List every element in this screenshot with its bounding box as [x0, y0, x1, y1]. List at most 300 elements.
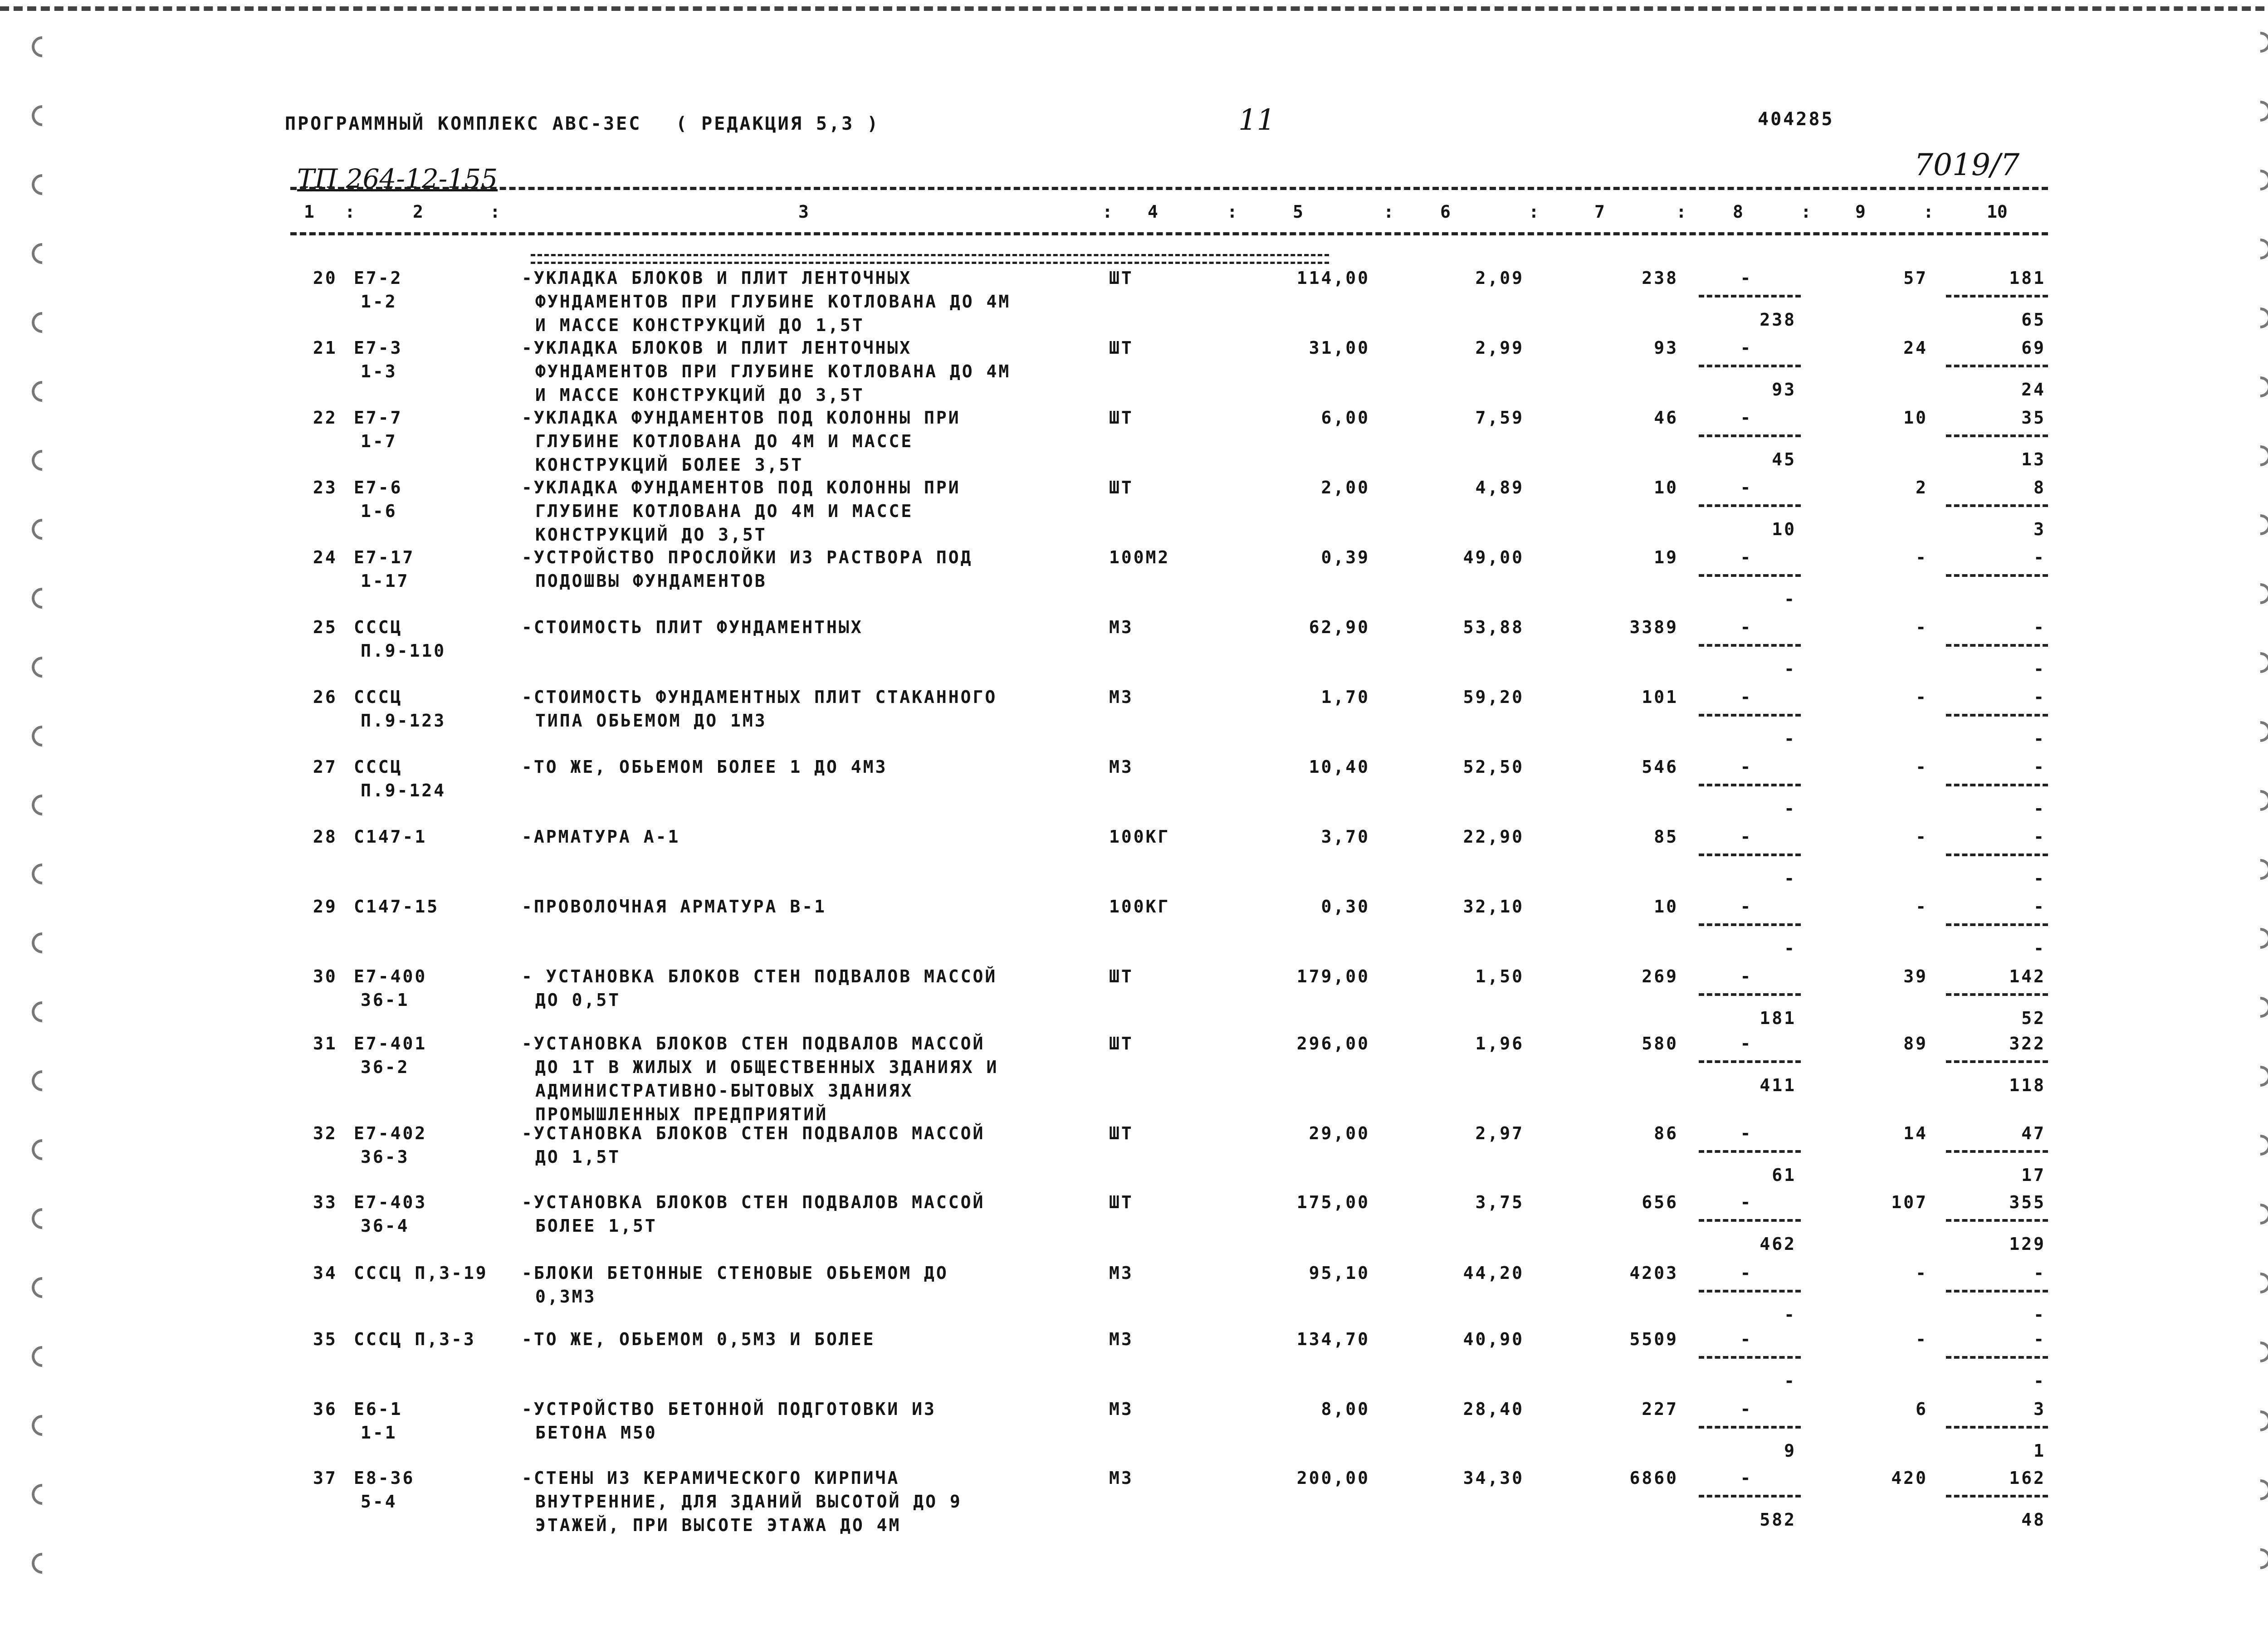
perforation-hole — [27, 1204, 57, 1233]
col8-top: - — [1740, 1192, 1753, 1212]
col8-top: - — [1740, 966, 1753, 986]
cell-divider — [1699, 784, 1801, 786]
row-number: 29 — [313, 897, 337, 917]
cell-divider — [1699, 714, 1801, 717]
col8-bottom: - — [1784, 938, 1796, 958]
perforation-hole — [2245, 303, 2268, 332]
perforation-hole — [2245, 1406, 2268, 1435]
perforation-hole — [27, 101, 57, 130]
work-description: И МАССЕ КОНСТРУКЦИЙ ДО 3,5Т — [535, 385, 865, 405]
work-description: -УСТРОЙСТВО ПРОСЛОЙКИ ИЗ РАСТВОРА ПОД — [522, 547, 973, 567]
sheet-number: 7019/7 — [1914, 147, 2020, 182]
norm-code: 36-3 — [361, 1147, 410, 1167]
row-number: 25 — [313, 617, 337, 637]
col10-bottom: 48 — [2021, 1510, 2046, 1530]
row-number: 37 — [313, 1468, 337, 1488]
col8-bottom: 93 — [1772, 380, 1796, 400]
col9: 107 — [1891, 1192, 1928, 1212]
col10-top: - — [2033, 687, 2046, 707]
program-name: ПРОГРАММНЫЙ КОМПЛЕКС АВС-3ЕС — [285, 113, 642, 134]
unit: М3 — [1109, 757, 1134, 777]
work-description: ДО 0,5Т — [535, 990, 621, 1010]
perforation-hole — [27, 1273, 57, 1302]
unit-price: 49,00 — [1463, 547, 1524, 567]
col10-top: - — [2033, 547, 2046, 567]
norm-code: 36-1 — [361, 990, 410, 1010]
col9: - — [1916, 827, 1928, 847]
col9: 6 — [1916, 1399, 1928, 1419]
norm-code: Е7-401 — [354, 1034, 427, 1054]
cell-divider — [1946, 644, 2048, 647]
col9: 57 — [1903, 268, 1928, 288]
work-description: -УСТАНОВКА БЛОКОВ СТЕН ПОДВАЛОВ МАССОЙ — [522, 1123, 985, 1143]
col9: 39 — [1903, 966, 1928, 986]
col9: 14 — [1903, 1123, 1928, 1143]
cell-divider — [1699, 1219, 1801, 1222]
norm-code: Е7-3 — [354, 338, 403, 358]
perforation-hole — [2245, 1337, 2268, 1366]
quantity: 8,00 — [1321, 1399, 1370, 1419]
cell-divider — [1946, 1290, 2048, 1293]
norm-code: С147-15 — [354, 897, 440, 917]
cell-divider — [1946, 1060, 2048, 1063]
column-number: 3 — [798, 202, 809, 222]
col8-bottom: - — [1784, 1371, 1796, 1391]
col10-top: 181 — [2009, 268, 2046, 288]
unit: ШТ — [1109, 1192, 1134, 1212]
norm-code: 1-2 — [361, 292, 397, 312]
perforation-hole — [27, 170, 57, 199]
column-number: 1 — [304, 202, 314, 222]
col9: - — [1916, 617, 1928, 637]
unit: ШТ — [1109, 966, 1134, 986]
perforation-hole — [2245, 234, 2268, 263]
col8-bottom: - — [1784, 589, 1796, 609]
cell-divider — [1946, 574, 2048, 577]
work-description: БЕТОНА М50 — [535, 1423, 657, 1443]
work-description: -УКЛАДКА ФУНДАМЕНТОВ ПОД КОЛОННЫ ПРИ — [522, 408, 961, 428]
cell-divider — [1946, 784, 2048, 786]
col10-bottom: 17 — [2021, 1165, 2046, 1185]
perforation-hole — [2245, 992, 2268, 1022]
cell-divider — [1946, 1356, 2048, 1359]
work-description: ПРОМЫШЛЕННЫХ ПРЕДПРИЯТИЙ — [535, 1104, 828, 1124]
quantity: 10,40 — [1309, 757, 1370, 777]
col10-top: - — [2033, 827, 2046, 847]
total-cost: 227 — [1642, 1399, 1678, 1419]
column-number: 10 — [1987, 202, 2008, 222]
tractor-feed-edge — [0, 6, 2268, 11]
perforation-hole — [27, 445, 57, 475]
unit: М3 — [1109, 617, 1134, 637]
column-number: 5 — [1293, 202, 1303, 222]
cell-divider — [1946, 1426, 2048, 1429]
col10-bottom: 118 — [2009, 1075, 2046, 1095]
rule-header-bottom — [290, 232, 2048, 235]
quantity: 6,00 — [1321, 408, 1370, 428]
cell-divider — [1699, 854, 1801, 856]
cell-divider — [1946, 365, 2048, 367]
unit-price: 4,89 — [1475, 478, 1524, 498]
col10-top: 35 — [2021, 408, 2046, 428]
col10-bottom: 3 — [2033, 519, 2046, 539]
work-description: -СТОИМОСТЬ ФУНДАМЕНТНЫХ ПЛИТ СТАКАННОГО — [522, 687, 997, 707]
cell-divider — [1946, 1219, 2048, 1222]
cell-divider — [1946, 923, 2048, 926]
cell-divider — [1946, 504, 2048, 507]
unit: 100М2 — [1109, 547, 1170, 567]
row-number: 24 — [313, 547, 337, 567]
work-description: ДО 1,5Т — [535, 1147, 621, 1167]
perforation-hole — [2245, 27, 2268, 57]
perforation-hole — [27, 1479, 57, 1509]
row-number: 20 — [313, 268, 337, 288]
column-separator: : — [1676, 202, 1686, 222]
unit-price: 2,09 — [1475, 268, 1524, 288]
work-description: ВНУТРЕННИЕ, ДЛЯ ЗДАНИЙ ВЫСОТОЙ ДО 9 — [535, 1492, 962, 1512]
col10-top: 322 — [2009, 1034, 2046, 1054]
col9: - — [1916, 1329, 1928, 1349]
work-description: - УСТАНОВКА БЛОКОВ СТЕН ПОДВАЛОВ МАССОЙ — [522, 966, 997, 986]
col8-bottom: - — [1784, 868, 1796, 888]
quantity: 200,00 — [1296, 1468, 1370, 1488]
col9: 420 — [1891, 1468, 1928, 1488]
quantity: 114,00 — [1296, 268, 1370, 288]
column-separator: : — [1801, 202, 1811, 222]
col9: 2 — [1916, 478, 1928, 498]
total-cost: 6860 — [1629, 1468, 1678, 1488]
col10-bottom: - — [2033, 1305, 2046, 1325]
column-number: 8 — [1733, 202, 1743, 222]
work-description: КОНСТРУКЦИЙ ДО 3,5Т — [535, 525, 767, 545]
col8-top: - — [1740, 408, 1753, 428]
quantity: 2,00 — [1321, 478, 1370, 498]
col10-bottom: - — [2033, 868, 2046, 888]
total-cost: 101 — [1642, 687, 1678, 707]
col10-top: - — [2033, 757, 2046, 777]
col8-top: - — [1740, 897, 1753, 917]
col8-bottom: 238 — [1760, 310, 1796, 330]
perforation-hole — [2245, 1130, 2268, 1160]
unit: ШТ — [1109, 478, 1134, 498]
unit-price: 22,90 — [1463, 827, 1524, 847]
column-separator: : — [345, 202, 355, 222]
norm-code: 5-4 — [361, 1492, 397, 1512]
col8-top: - — [1740, 757, 1753, 777]
col8-top: - — [1740, 1034, 1753, 1054]
row-number: 35 — [313, 1329, 337, 1349]
quantity: 95,10 — [1309, 1263, 1370, 1283]
total-cost: 19 — [1654, 547, 1678, 567]
perforation-hole — [2245, 372, 2268, 401]
col9: 89 — [1903, 1034, 1928, 1054]
cell-divider — [1699, 644, 1801, 647]
col9: - — [1916, 687, 1928, 707]
perforation-hole — [27, 721, 57, 751]
norm-code: Е7-7 — [354, 408, 403, 428]
norm-code: С147-1 — [354, 827, 427, 847]
norm-code: Е7-400 — [354, 966, 427, 986]
work-description: -УКЛАДКА ФУНДАМЕНТОВ ПОД КОЛОННЫ ПРИ — [522, 478, 961, 498]
cell-divider — [1699, 1495, 1801, 1497]
col8-bottom: - — [1784, 729, 1796, 749]
col9: - — [1916, 757, 1928, 777]
perforation-hole — [27, 583, 57, 613]
work-description: -АРМАТУРА А-1 — [522, 827, 680, 847]
col10-bottom: 24 — [2021, 380, 2046, 400]
perforation-hole — [27, 997, 57, 1026]
col10-bottom: - — [2033, 799, 2046, 819]
cell-divider — [1699, 1150, 1801, 1153]
total-cost: 10 — [1654, 897, 1678, 917]
perforation-hole — [27, 1410, 57, 1440]
cell-divider — [1946, 993, 2048, 996]
work-description: КОНСТРУКЦИЙ БОЛЕЕ 3,5Т — [535, 455, 804, 475]
col8-top: - — [1740, 547, 1753, 567]
norm-code: СССЦ — [354, 617, 403, 637]
col10-top: - — [2033, 1263, 2046, 1283]
unit-price: 40,90 — [1463, 1329, 1524, 1349]
perforation-hole — [27, 1135, 57, 1164]
perforation-hole — [27, 1066, 57, 1095]
perforation-hole — [2245, 854, 2268, 884]
perforation-hole — [27, 652, 57, 682]
page-number: 11 — [1238, 103, 1276, 137]
cell-divider — [1699, 504, 1801, 507]
col8-top: - — [1740, 687, 1753, 707]
work-description: 0,3М3 — [535, 1287, 596, 1307]
norm-code: П.9-123 — [361, 711, 446, 731]
unit-price: 28,40 — [1463, 1399, 1524, 1419]
unit-price: 53,88 — [1463, 617, 1524, 637]
unit: ШТ — [1109, 268, 1134, 288]
unit-price: 44,20 — [1463, 1263, 1524, 1283]
cell-divider — [1946, 854, 2048, 856]
unit: М3 — [1109, 687, 1134, 707]
col8-top: - — [1740, 1123, 1753, 1143]
norm-code: 1-17 — [361, 571, 410, 591]
cell-divider — [1946, 1495, 2048, 1497]
col9: 24 — [1903, 338, 1928, 358]
column-number: 6 — [1440, 202, 1451, 222]
unit: М3 — [1109, 1468, 1134, 1488]
cell-divider — [1699, 1356, 1801, 1359]
unit-price: 3,75 — [1475, 1192, 1524, 1212]
work-description: -УСТАНОВКА БЛОКОВ СТЕН ПОДВАЛОВ МАССОЙ — [522, 1192, 985, 1212]
cell-divider — [1699, 1426, 1801, 1429]
col8-bottom: 61 — [1772, 1165, 1796, 1185]
perforation-hole — [27, 307, 57, 337]
total-cost: 86 — [1654, 1123, 1678, 1143]
col10-top: 3 — [2033, 1399, 2046, 1419]
col10-top: 162 — [2009, 1468, 2046, 1488]
column-separator: : — [1227, 202, 1237, 222]
col8-top: - — [1740, 268, 1753, 288]
col10-bottom: - — [2033, 659, 2046, 679]
row-number: 26 — [313, 687, 337, 707]
perforation-hole — [2245, 441, 2268, 470]
col10-bottom: - — [2033, 1371, 2046, 1391]
column-number: 4 — [1148, 202, 1158, 222]
norm-code: СССЦ — [354, 757, 403, 777]
row-number: 36 — [313, 1399, 337, 1419]
row-number: 34 — [313, 1263, 337, 1283]
edition: ( РЕДАКЦИЯ 5,3 ) — [676, 113, 880, 134]
col10-bottom: 52 — [2021, 1008, 2046, 1028]
work-description: ЭТАЖЕЙ, ПРИ ВЫСОТЕ ЭТАЖА ДО 4М — [535, 1515, 901, 1535]
column-separator: : — [1102, 202, 1113, 222]
unit-price: 52,50 — [1463, 757, 1524, 777]
cell-divider — [1699, 434, 1801, 437]
total-cost: 238 — [1642, 268, 1678, 288]
col9: - — [1916, 547, 1928, 567]
col8-top: - — [1740, 827, 1753, 847]
col8-top: - — [1740, 1399, 1753, 1419]
unit: М3 — [1109, 1399, 1134, 1419]
perforation-hole — [2245, 165, 2268, 195]
work-description: -ТО ЖЕ, ОБЬЕМОМ БОЛЕЕ 1 ДО 4М3 — [522, 757, 888, 777]
work-description: -УКЛАДКА БЛОКОВ И ПЛИТ ЛЕНТОЧНЫХ — [522, 338, 912, 358]
work-description: ГЛУБИНЕ КОТЛОВАНА ДО 4М И МАССЕ — [535, 431, 914, 451]
row-number: 30 — [313, 966, 337, 986]
work-description: БОЛЕЕ 1,5Т — [535, 1216, 657, 1236]
perforation-hole — [2245, 96, 2268, 126]
work-description: ПОДОШВЫ ФУНДАМЕНТОВ — [535, 571, 767, 591]
unit: 100КГ — [1109, 827, 1170, 847]
col10-top: - — [2033, 617, 2046, 637]
perforation-hole — [2245, 1199, 2268, 1229]
perforation-hole — [2245, 923, 2268, 953]
row-number: 22 — [313, 408, 337, 428]
total-cost: 10 — [1654, 478, 1678, 498]
quantity: 0,30 — [1321, 897, 1370, 917]
norm-code: Е6-1 — [354, 1399, 403, 1419]
work-description: ГЛУБИНЕ КОТЛОВАНА ДО 4М И МАССЕ — [535, 501, 914, 521]
column-number: 7 — [1594, 202, 1605, 222]
unit-price: 2,97 — [1475, 1123, 1524, 1143]
perforation-hole — [27, 790, 57, 819]
col8-top: - — [1740, 1263, 1753, 1283]
col8-bottom: 582 — [1760, 1510, 1796, 1530]
col10-bottom: 65 — [2021, 310, 2046, 330]
cell-divider — [1699, 574, 1801, 577]
project-number: ТП 264-12-155 — [297, 163, 498, 194]
col10-top: 355 — [2009, 1192, 2046, 1212]
norm-code: 1-7 — [361, 431, 397, 451]
work-description: -БЛОКИ БЕТОННЫЕ СТЕНОВЫЕ ОБЬЕМОМ ДО — [522, 1263, 948, 1283]
col8-top: - — [1740, 617, 1753, 637]
col9: - — [1916, 897, 1928, 917]
work-description: -ПРОВОЛОЧНАЯ АРМАТУРА В-1 — [522, 897, 826, 917]
norm-code: СССЦ П,3-3 — [354, 1329, 476, 1349]
col10-top: 69 — [2021, 338, 2046, 358]
col8-top: - — [1740, 478, 1753, 498]
total-cost: 93 — [1654, 338, 1678, 358]
row-number: 27 — [313, 757, 337, 777]
perforation-hole — [2245, 648, 2268, 677]
norm-code: Е7-402 — [354, 1123, 427, 1143]
perforation-hole — [27, 859, 57, 888]
unit: ШТ — [1109, 1123, 1134, 1143]
perforation-hole — [27, 928, 57, 957]
work-description: -СТЕНЫ ИЗ КЕРАМИЧЕСКОГО КИРПИЧА — [522, 1468, 900, 1488]
unit-price: 1,50 — [1475, 966, 1524, 986]
quantity: 62,90 — [1309, 617, 1370, 637]
work-description: -УСТАНОВКА БЛОКОВ СТЕН ПОДВАЛОВ МАССОЙ — [522, 1034, 985, 1054]
perforation-hole — [2245, 1268, 2268, 1297]
column-number: 2 — [413, 202, 423, 222]
perforation-hole — [27, 514, 57, 544]
col9: - — [1916, 1263, 1928, 1283]
col10-top: - — [2033, 1329, 2046, 1349]
norm-code: Е7-6 — [354, 478, 403, 498]
perforation-hole — [2245, 785, 2268, 815]
row-number: 21 — [313, 338, 337, 358]
cell-divider — [1699, 993, 1801, 996]
quantity: 29,00 — [1309, 1123, 1370, 1143]
unit-price: 1,96 — [1475, 1034, 1524, 1054]
cell-divider — [1946, 434, 2048, 437]
unit: 100КГ — [1109, 897, 1170, 917]
col9: 10 — [1903, 408, 1928, 428]
work-description: -УСТРОЙСТВО БЕТОННОЙ ПОДГОТОВКИ ИЗ — [522, 1399, 936, 1419]
norm-code: СССЦ П,3-19 — [354, 1263, 488, 1283]
column-separator: : — [1529, 202, 1539, 222]
unit-price: 59,20 — [1463, 687, 1524, 707]
work-description: ФУНДАМЕНТОВ ПРИ ГЛУБИНЕ КОТЛОВАНА ДО 4М — [535, 361, 1011, 381]
norm-code: Е7-17 — [354, 547, 415, 567]
col8-top: - — [1740, 1468, 1753, 1488]
column-separator: : — [1383, 202, 1394, 222]
perforation-hole — [2245, 1061, 2268, 1091]
norm-code: Е7-2 — [354, 268, 403, 288]
col10-bottom: - — [2033, 729, 2046, 749]
quantity: 31,00 — [1309, 338, 1370, 358]
perforation-hole — [27, 32, 57, 61]
col8-bottom: - — [1784, 799, 1796, 819]
norm-code: Е8-36 — [354, 1468, 415, 1488]
rule-double — [531, 254, 1329, 264]
cell-divider — [1699, 1290, 1801, 1293]
row-number: 31 — [313, 1034, 337, 1054]
norm-code: Е7-403 — [354, 1192, 427, 1212]
unit: М3 — [1109, 1329, 1134, 1349]
col8-bottom: 181 — [1760, 1008, 1796, 1028]
perforation-hole — [2245, 1475, 2268, 1504]
total-cost: 3389 — [1629, 617, 1678, 637]
perforation-hole — [2245, 1544, 2268, 1573]
total-cost: 656 — [1642, 1192, 1678, 1212]
norm-code: 1-6 — [361, 501, 397, 521]
work-description: -СТОИМОСТЬ ПЛИТ ФУНДАМЕНТНЫХ — [522, 617, 863, 637]
col8-bottom: 9 — [1784, 1441, 1796, 1461]
total-cost: 46 — [1654, 408, 1678, 428]
perforation-hole — [27, 239, 57, 268]
work-description: -ТО ЖЕ, ОБЬЕМОМ 0,5М3 И БОЛЕЕ — [522, 1329, 875, 1349]
quantity: 296,00 — [1296, 1034, 1370, 1054]
unit-price: 34,30 — [1463, 1468, 1524, 1488]
col8-bottom: 45 — [1772, 449, 1796, 469]
norm-code: СССЦ — [354, 687, 403, 707]
unit-price: 2,99 — [1475, 338, 1524, 358]
total-cost: 546 — [1642, 757, 1678, 777]
col8-bottom: - — [1784, 659, 1796, 679]
col8-bottom: 411 — [1760, 1075, 1796, 1095]
column-separator: : — [1923, 202, 1934, 222]
perforation-hole — [2245, 510, 2268, 539]
cell-divider — [1699, 295, 1801, 298]
norm-code: 36-4 — [361, 1216, 410, 1236]
